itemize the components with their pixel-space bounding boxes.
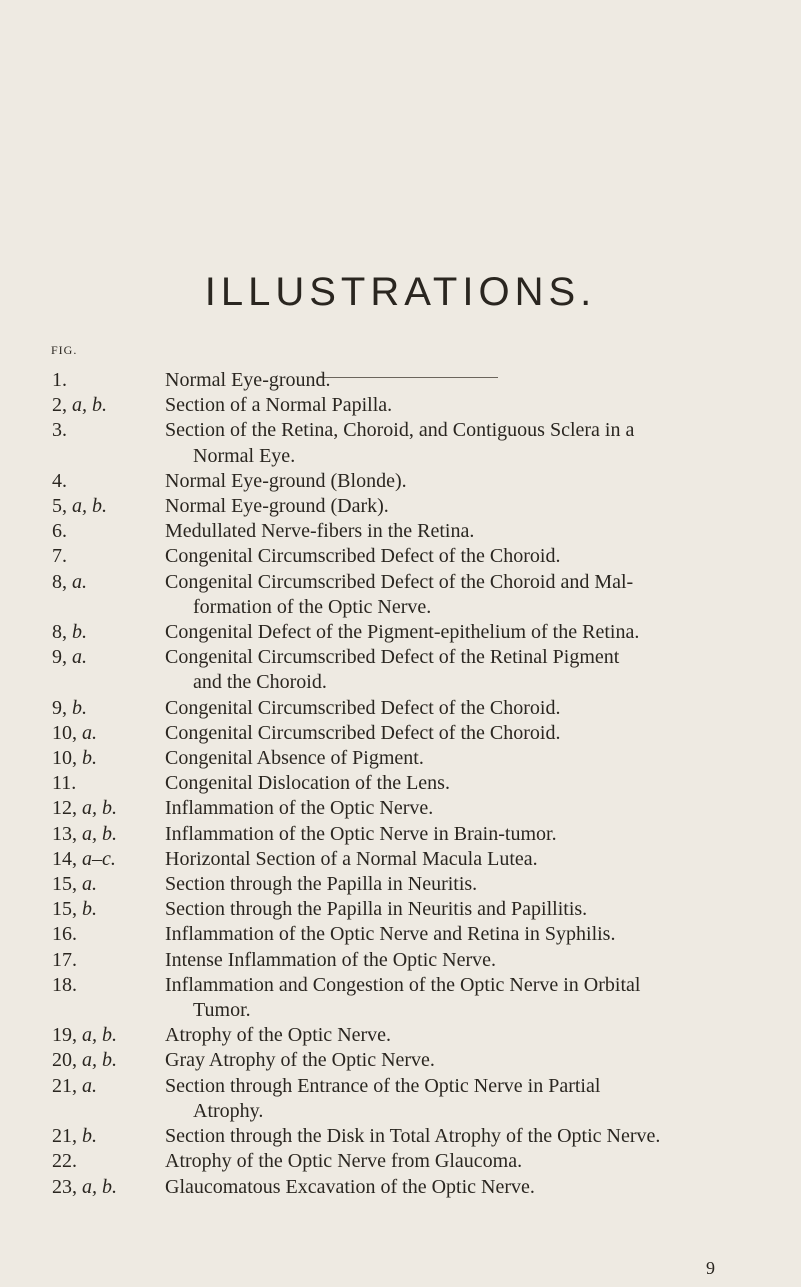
figure-index: 10, (52, 721, 77, 744)
list-item (0, 1149, 801, 1174)
figure-subparts: a. (82, 1074, 97, 1097)
figure-index: 15, (52, 873, 77, 896)
figure-index: 14, (52, 847, 77, 870)
figure-index: 15, (52, 898, 77, 921)
figure-index: 6. (52, 520, 67, 543)
caption-line: Congenital Circumscribed Defect of the Choroid. (165, 696, 561, 719)
figure-number (52, 393, 107, 418)
figure-caption (165, 822, 741, 847)
figure-subparts: a, b. (82, 1024, 117, 1047)
figure-index: 10, (52, 747, 77, 770)
caption-line: Section of the Retina, Choroid, and Contiguous Sclera in a (165, 419, 635, 442)
figure-caption (165, 973, 741, 1023)
figure-number (52, 897, 97, 922)
figure-number (52, 418, 67, 443)
figure-caption (165, 897, 741, 922)
figure-number (52, 368, 67, 393)
figure-index: 9, (52, 696, 67, 719)
figure-subparts: a. (82, 721, 97, 744)
list-item (0, 570, 801, 620)
list-item (0, 796, 801, 821)
caption-line: Congenital Dislocation of the Lens. (165, 772, 450, 795)
figure-subparts: a, b. (72, 495, 107, 518)
figure-number (52, 570, 87, 595)
figure-index: 16. (52, 923, 77, 946)
figure-number (52, 822, 117, 847)
figure-number (52, 922, 77, 947)
caption-continuation: Atrophy. (193, 1099, 264, 1122)
figure-index: 7. (52, 545, 67, 568)
caption-line: Inflammation and Congestion of the Optic Nerve in Orbital (165, 973, 641, 996)
figure-subparts: a, b. (82, 822, 117, 845)
caption-line: Inflammation of the Optic Nerve in Brain-tumor. (165, 822, 557, 845)
caption-line: Inflammation of the Optic Nerve and Retina in Syphilis. (165, 923, 616, 946)
list-item (0, 368, 801, 393)
figure-index: 20, (52, 1049, 77, 1072)
figure-index: 11. (52, 772, 77, 795)
figure-caption (165, 1175, 741, 1200)
figure-caption (165, 771, 741, 796)
caption-line: Normal Eye-ground (Dark). (165, 495, 389, 518)
figure-subparts: a–c. (82, 847, 116, 870)
caption-line: Horizontal Section of a Normal Macula Lutea. (165, 847, 538, 870)
figure-caption (165, 620, 741, 645)
figure-subparts: b. (82, 1125, 97, 1148)
figure-number (52, 1175, 117, 1200)
figure-index: 19, (52, 1024, 77, 1047)
figure-caption (165, 872, 741, 897)
list-item (0, 922, 801, 947)
figure-caption (165, 1124, 741, 1149)
figure-number (52, 645, 87, 670)
list-item (0, 746, 801, 771)
list-item (0, 1023, 801, 1048)
list-item (0, 696, 801, 721)
caption-line: Section through the Papilla in Neuritis and Papillitis. (165, 898, 588, 921)
figure-index: 21, (52, 1074, 77, 1097)
figure-caption (165, 418, 741, 468)
figure-caption (165, 393, 741, 418)
figure-number (52, 1149, 77, 1174)
figure-number (52, 948, 77, 973)
figure-caption (165, 1074, 741, 1124)
caption-line: Intense Inflammation of the Optic Nerve. (165, 948, 496, 971)
figure-number (52, 494, 107, 519)
figure-caption (165, 721, 741, 746)
page-number: 9 (706, 1258, 715, 1278)
figure-index: 9, (52, 646, 67, 669)
figure-number (52, 973, 77, 998)
fig-column-label: FIG. (51, 343, 78, 357)
figure-caption (165, 1023, 741, 1048)
list-item (0, 847, 801, 872)
caption-line: Section through the Papilla in Neuritis. (165, 873, 478, 896)
figure-subparts: a, b. (82, 1175, 117, 1198)
caption-line: Congenital Circumscribed Defect of the Choroid. (165, 721, 561, 744)
figure-number (52, 872, 97, 897)
figure-caption (165, 696, 741, 721)
caption-continuation: Tumor. (193, 999, 251, 1022)
list-item (0, 973, 801, 1023)
list-item (0, 948, 801, 973)
figure-subparts: a, b. (72, 394, 107, 417)
caption-continuation: and the Choroid. (193, 671, 327, 694)
list-item (0, 1074, 801, 1124)
caption-continuation: Normal Eye. (193, 444, 296, 467)
figure-index: 18. (52, 973, 77, 996)
caption-line: Inflammation of the Optic Nerve. (165, 797, 434, 820)
figure-caption (165, 494, 741, 519)
page-title: ILLUSTRATIONS. (204, 270, 597, 314)
caption-line: Congenital Circumscribed Defect of the Choroid. (165, 545, 561, 568)
caption-line: Congenital Circumscribed Defect of the Choroid and Mal- (165, 570, 634, 593)
figure-index: 8, (52, 621, 67, 644)
list-item (0, 418, 801, 468)
caption-line: Normal Eye-ground (Blonde). (165, 469, 407, 492)
figure-subparts: a, b. (82, 1049, 117, 1072)
figure-caption (165, 948, 741, 973)
list-item (0, 645, 801, 695)
list-item (0, 872, 801, 897)
caption-line: Atrophy of the Optic Nerve from Glaucoma. (165, 1150, 523, 1173)
figure-index: 22. (52, 1150, 77, 1173)
figure-subparts: a. (72, 570, 87, 593)
list-item (0, 620, 801, 645)
caption-line: Section through the Disk in Total Atrophy of the Optic Nerve. (165, 1125, 661, 1148)
figure-caption (165, 368, 741, 393)
figure-index: 1. (52, 369, 67, 391)
figure-number (52, 1023, 117, 1048)
figure-index: 5, (52, 495, 67, 518)
figure-number (52, 696, 87, 721)
list-item (0, 544, 801, 569)
caption-line: Section through Entrance of the Optic Nerve in Partial (165, 1074, 601, 1097)
figure-caption (165, 746, 741, 771)
figure-number (52, 1124, 97, 1149)
list-item (0, 469, 801, 494)
list-item (0, 1175, 801, 1200)
figure-caption (165, 570, 741, 620)
figure-index: 21, (52, 1125, 77, 1148)
caption-continuation: formation of the Optic Nerve. (193, 595, 432, 618)
caption-line: Congenital Absence of Pigment. (165, 747, 424, 770)
caption-line: Medullated Nerve-fibers in the Retina. (165, 520, 475, 543)
figure-subparts: a. (72, 646, 87, 669)
list-item (0, 1048, 801, 1073)
figure-number (52, 796, 117, 821)
figure-number (52, 847, 116, 872)
figure-subparts: b. (82, 747, 97, 770)
figure-index: 12, (52, 797, 77, 820)
caption-line: Congenital Defect of the Pigment-epithelium of the Retina. (165, 621, 640, 644)
figure-index: 2, (52, 394, 67, 417)
list-item (0, 494, 801, 519)
figure-caption (165, 1048, 741, 1073)
illustrations-list (0, 368, 801, 1200)
figure-number (52, 771, 76, 796)
figure-subparts: b. (82, 898, 97, 921)
figure-subparts: b. (72, 621, 87, 644)
figure-number (52, 746, 97, 771)
caption-line: Congenital Circumscribed Defect of the Retinal Pigment (165, 646, 620, 669)
figure-number (52, 1048, 117, 1073)
caption-line: Glaucomatous Excavation of the Optic Nerve. (165, 1175, 535, 1198)
figure-caption (165, 645, 741, 695)
figure-index: 3. (52, 419, 67, 442)
list-item (0, 519, 801, 544)
figure-subparts: a. (82, 873, 97, 896)
figure-caption (165, 796, 741, 821)
caption-line: Atrophy of the Optic Nerve. (165, 1024, 392, 1047)
figure-number (52, 469, 67, 494)
caption-line: Section of a Normal Papilla. (165, 394, 393, 417)
figure-index: 4. (52, 469, 67, 492)
figure-caption (165, 544, 741, 569)
figure-index: 17. (52, 948, 77, 971)
figure-number (52, 620, 87, 645)
caption-line: Normal Eye-ground. (165, 369, 331, 391)
figure-number (52, 544, 67, 569)
list-item (0, 771, 801, 796)
figure-caption (165, 847, 741, 872)
figure-caption (165, 1149, 741, 1174)
figure-number (52, 519, 67, 544)
figure-index: 8, (52, 570, 67, 593)
list-item (0, 721, 801, 746)
figure-caption (165, 922, 741, 947)
list-item (0, 393, 801, 418)
figure-caption (165, 469, 741, 494)
list-item (0, 897, 801, 922)
figure-number (52, 721, 97, 746)
list-item (0, 822, 801, 847)
figure-caption (165, 519, 741, 544)
figure-index: 13, (52, 822, 77, 845)
figure-subparts: a, b. (82, 797, 117, 820)
figure-subparts: b. (72, 696, 87, 719)
figure-index: 23, (52, 1175, 77, 1198)
figure-number (52, 1074, 97, 1099)
caption-line: Gray Atrophy of the Optic Nerve. (165, 1049, 435, 1072)
list-item (0, 1124, 801, 1149)
